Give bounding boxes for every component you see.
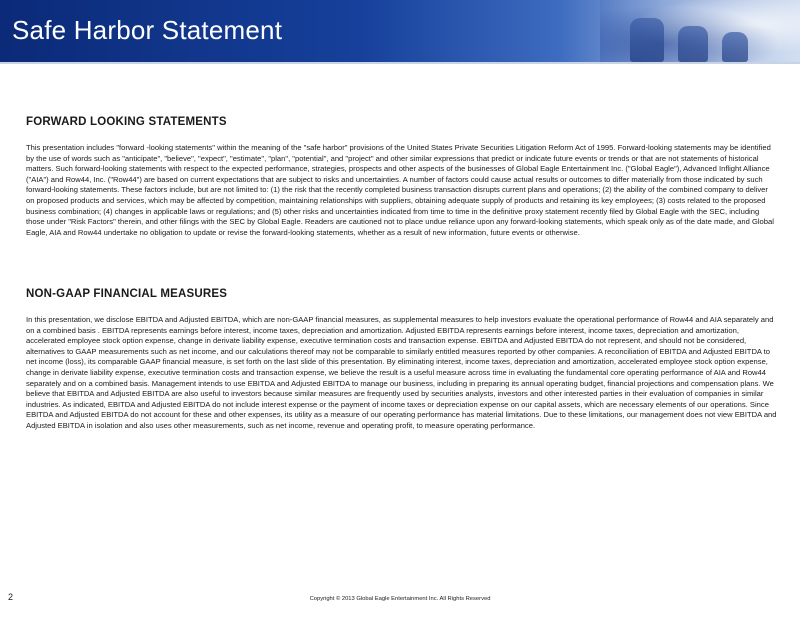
non-gaap-section [26,288,778,432]
forward-looking-section [26,116,778,238]
title-banner [0,0,800,62]
copyright-notice: Copyright © 2013 Global Eagle Entertainment Inc. All Rights Reserved [309,596,491,602]
section-body: In this presentation, we disclose EBITDA and Adjusted EBITDA, which are non-GAAP financial measures, as supplemental measures to help investors evaluate the operational performance of Row44 and AIA separately and on a combined basis . EBITDA represents earnings before interest, income taxes, depreciation and amortization. Adjusted EBITDA represents earnings before interest, income taxes, depreciation and amortization, accelerated employee stock option expense, change in derivate liability expense, executive termination costs and transaction expense. EBITDA and Adjusted EBITDA do not represent, and should not be considered, alternatives to GAAP measurements such as net income, and our calculations thereof may not be comparable to similarly entitled measures reported by other companies. A reconciliation of EBITDA and Adjusted EBITDA to net income (loss), its comparable GAAP financial measure, is set forth on the last slide of this presentation. By eliminating interest, income taxes, depreciation and amortization, accelerated employee stock option expense, change in derivate liability expense, executive termination costs and transaction expense, we believe the result is a useful measure across time in evaluating the fundamental core operating performance of AIA and Row44 separately and on a combined basis. Management intends to use EBITDA and Adjusted EBITDA to manage our business, including in preparing its annual operating budget, financial projections and compensation plans. We believe that EBITDA and Adjusted EBITDA are also useful to investors because similar measures are frequently used by securities analysts, investors and other interested parties in their evaluation of companies in similar industries. As indicated, EBITDA and Adjusted EBITDA do not include interest expense or the payment of income taxes or depreciation expense on our capital assets, which are necessary elements of our operations. Since EBITDA and Adjusted EBITDA do not account for these and other expenses, its utility as a measure of our operating performance has material limitations. Due to these limitations, our management does not view EBITDA and Adjusted EBITDA in isolation and also uses other measurements, such as net income, revenue and operating profit, to measure operating performance. [26,315,777,430]
section-heading: NON-GAAP FINANCIAL MEASURES [26,288,228,300]
page-title: Safe Harbor Statement [12,15,283,45]
section-body: This presentation includes "forward -looking statements" within the meaning of the "safe harbor" provisions of the United States Private Securities Litigation Reform Act of 1995. Forward-looking statements may be identified by the use of words such as "anticipate", "believe", "expect", "estimate", "plan", "potential", and "project" and other similar expressions that predict or indicate future events or trends or that are not statements of historical matters. Such forward-looking statements with respect to the expected performance, strategies, prospects and other aspects of the businesses of Global Eagle Entertainment Inc. ("Global Eagle"), Advanced Inflight Alliance ("AIA") and Row44, Inc. ("Row44") are based on current expectations that are subject to risks and uncertainties. A number of factors could cause actual results or outcomes to differ materially from those indicated by such forward-looking statements. These factors include, but are not limited to: (1) the risk that the recently completed business transaction disrupts current plans and operations; (2) the ability of the combined company to deliver on proposed products and services, which may be affected by competition, maintaining relationships with suppliers, obtaining adequate supply of products and retaining its key employees; (3) costs related to the proposed business combination; (4) changes in applicable laws or regulations; and (5) other risks and uncertainties indicated from time to time in the definitive proxy statement recently filed by Global Eagle with the SEC, including those under "Risk Factors" therein, and other filings with the SEC by Global Eagle. Readers are cautioned not to place undue reliance upon any forward-looking statements, which speak only as of the date made, and Global Eagle, AIA and Row44 undertake no obligation to update or revise the forward-looking statements, whether as a result of new information, future events or otherwise. [26,143,774,237]
page-number: 2 [8,592,14,602]
aircraft-cabin-image [600,0,800,62]
section-heading: FORWARD LOOKING STATEMENTS [26,116,227,128]
banner-divider [0,62,800,64]
